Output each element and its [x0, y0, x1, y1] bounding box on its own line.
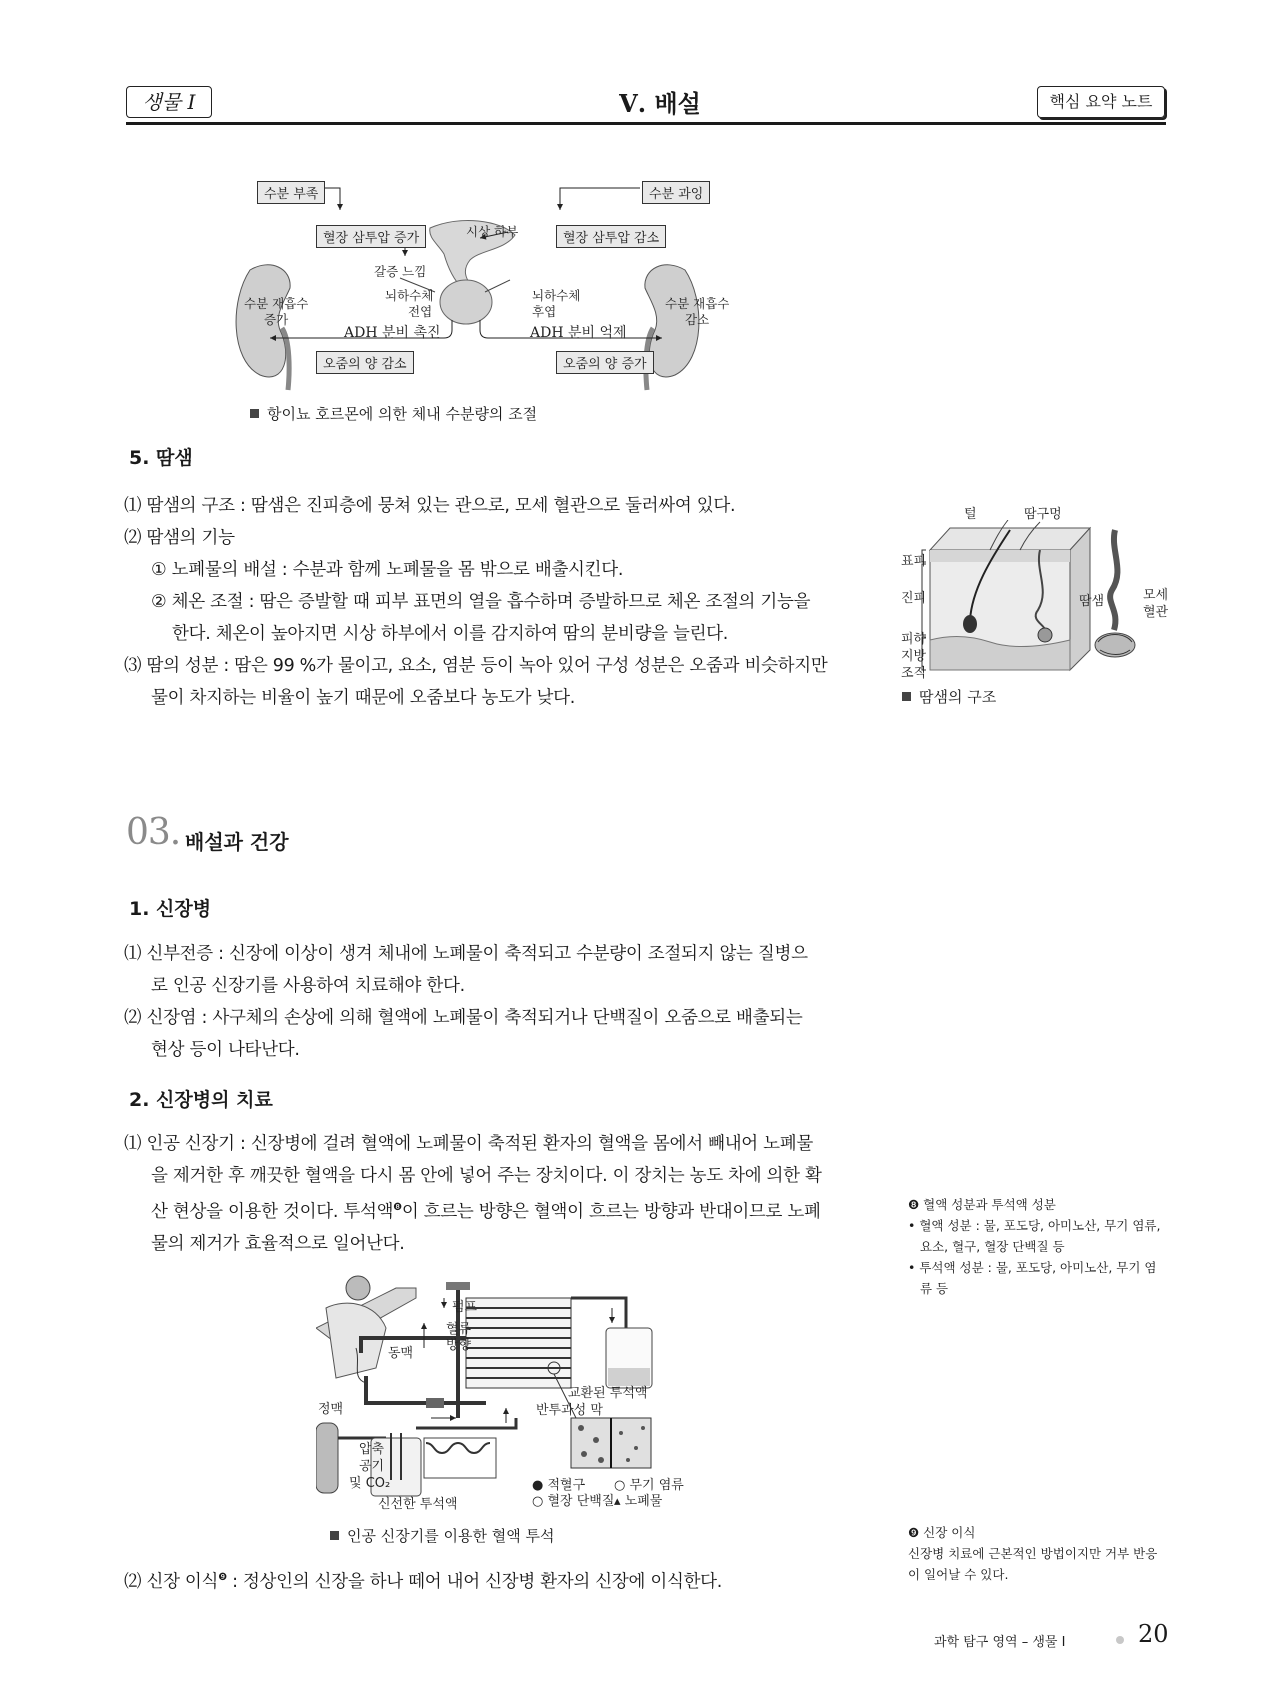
water-shortage-box: 수분 부족 [257, 181, 325, 204]
section5-p2b2: 한다. 체온이 높아지면 시상 하부에서 이를 감지하여 땀의 분비량을 늘린다. [172, 624, 729, 644]
compressed-label-3: 및 CO₂ [349, 1476, 391, 1491]
sidenote-8-l1: • 혈액 성분 : 물, 포도당, 아미노산, 무기 염류, [908, 1218, 1161, 1233]
subq-label-2: 지방 [901, 649, 927, 664]
section03-number: 03. [126, 812, 181, 853]
legend-rbc: ● 적혈구 [532, 1478, 586, 1493]
hypothalamus-label: 시상 하부 [466, 224, 519, 239]
epidermis-label: 표피 [901, 554, 927, 569]
artery-label: 동맥 [388, 1346, 414, 1361]
section5-p2a: ① 노폐물의 배설 : 수분과 함께 노폐물을 몸 밖으로 배출시킨다. [151, 560, 624, 580]
adh-caption: 항이뇨 호르몬에 의한 체내 수분량의 조절 [250, 403, 537, 424]
section5-p3b: 물이 차지하는 비율이 높기 때문에 오줌보다 농도가 낮다. [151, 688, 576, 708]
reabsorb-up-label-1: 수분 재흡수 [244, 296, 309, 311]
header-rule [126, 122, 1166, 125]
flow-label-2: 방향 [446, 1338, 472, 1353]
treatment-p1b: 을 제거한 후 깨끗한 혈액을 다시 몸 안에 넣어 주는 장치이다. 이 장치는 농도 차에 의한 확 [151, 1166, 822, 1186]
footnote-ref-8: ❽ [393, 1202, 402, 1213]
sidenote-8-l3: • 투석액 성분 : 물, 포도당, 아미노산, 무기 염 [908, 1260, 1157, 1275]
page-number: 20 [1138, 1620, 1169, 1648]
footer-text: 과학 탐구 영역 – 생물 Ⅰ [934, 1635, 1066, 1650]
sidenote-8-l2: 요소, 혈구, 혈장 단백질 등 [920, 1239, 1065, 1254]
subq-label-3: 조직 [901, 666, 927, 681]
adh-promote-label: ADH 분비 촉진 [344, 325, 441, 341]
legend-waste: ▴ 노폐물 [614, 1494, 663, 1509]
sidenote-9 [908, 1522, 1173, 1585]
treatment-title: 2. 신장병의 치료 [129, 1089, 273, 1111]
kidney-disease-p2b: 현상 등이 나타난다. [151, 1040, 300, 1060]
fresh-dialysate-label: 신선한 투석액 [378, 1497, 458, 1512]
legend-protein: ○ 혈장 단백질 [532, 1494, 615, 1509]
anterior-label-1: 뇌하수체 [385, 288, 434, 303]
kidney-disease-body [124, 938, 854, 1066]
urine-down-box: 오줌의 양 감소 [316, 351, 414, 374]
vein-label: 정맥 [318, 1402, 344, 1417]
compressed-label-2: 공기 [359, 1459, 385, 1474]
adh-inhibit-label: ADH 분비 억제 [530, 325, 627, 341]
reabsorb-up-label-2: 증가 [264, 312, 289, 327]
chapter-title: Ⅴ. 배설 [619, 89, 701, 118]
section03-title: 배설과 건강 [185, 830, 289, 854]
water-excess-box: 수분 과잉 [642, 181, 710, 204]
sweat-caption: 땀샘의 구조 [902, 686, 996, 707]
treatment-body [124, 1128, 854, 1260]
section5-p3: ⑶ 땀의 성분 : 땀은 99 %가 물이고, 요소, 염분 등이 녹아 있어 구성 성분은 오줌과 비슷하지만 [124, 656, 828, 676]
plasma-osm-up-box: 혈장 삼투압 증가 [316, 225, 426, 248]
kidney-disease-p1: ⑴ 신부전증 : 신장에 이상이 생겨 체내에 노폐물이 축적되고 수분량이 조절되지 않는 질병으 [124, 944, 808, 964]
legend-salt: ○ 무기 염류 [614, 1478, 684, 1493]
caption-bullet [902, 692, 911, 701]
sidenote-8-l4: 류 등 [920, 1281, 949, 1296]
subq-label-1: 피하 [901, 632, 927, 647]
note-tag: 핵심 요약 노트 [1037, 86, 1165, 118]
sidenote-9-l1: 신장병 치료에 근본적인 방법이지만 거부 반응 [908, 1546, 1158, 1561]
caption-bullet [250, 409, 259, 418]
urine-up-box: 오줌의 양 증가 [556, 351, 654, 374]
plasma-osm-down-box: 혈장 삼투압 감소 [556, 225, 666, 248]
kidney-disease-p2: ⑵ 신장염 : 사구체의 손상에 의해 혈액에 노폐물이 축적되거나 단백질이 오줌으로 배출되는 [124, 1008, 803, 1028]
pore-label: 땀구멍 [1024, 507, 1062, 522]
treatment-p1c: 산 현상을 이용한 것이다. 투석액$^❽$이 흐르는 방향은 혈액이 흐르는 방향과 반대이므로 노폐 [151, 1201, 821, 1222]
used-dialysate-label: 교환된 투석액 [568, 1386, 648, 1401]
section5-title: 5. 땀샘 [129, 447, 193, 469]
section5-p2: ⑵ 땀샘의 기능 [124, 528, 235, 548]
dialysis-caption: 인공 신장기를 이용한 혈액 투석 [330, 1525, 554, 1546]
thirst-label: 갈증 느낌 [374, 264, 427, 279]
section5-p2b: ② 체온 조절 : 땀은 증발할 때 피부 표면의 열을 흡수하며 증발하므로 체온 조절의 기능을 [151, 592, 811, 612]
capillary-label-1: 모세 [1143, 588, 1169, 603]
treatment-p1d: 물의 제거가 효율적으로 일어난다. [151, 1233, 405, 1254]
sidenote-9-l2: 이 일어날 수 있다. [908, 1567, 1009, 1582]
footer-dot [1116, 1636, 1124, 1644]
treatment-p1: ⑴ 인공 신장기 : 신장병에 걸려 혈액에 노폐물이 축적된 환자의 혈액을 몸에서 빼내어 노폐물 [124, 1134, 813, 1154]
hair-label: 털 [964, 507, 977, 522]
sidenote-9-title: ❾ 신장 이식 [908, 1525, 976, 1540]
section5-p1: ⑴ 땀샘의 구조 : 땀샘은 진피층에 뭉쳐 있는 관으로, 모세 혈관으로 둘러싸여 있다. [124, 496, 736, 516]
posterior-label-2: 후엽 [532, 304, 557, 319]
gland-label: 땀샘 [1079, 594, 1105, 609]
sidenote-8 [908, 1194, 1173, 1299]
kidney-disease-title: 1. 신장병 [129, 898, 212, 920]
section5-body [124, 490, 854, 714]
compressed-label-1: 압축 [359, 1442, 385, 1457]
sidenote-8-title: ❽ 혈액 성분과 투석액 성분 [908, 1197, 1056, 1212]
sweat-diagram-graphics [900, 520, 1170, 680]
pump-label: 펌프 [452, 1300, 478, 1315]
subject-tag: 생물 Ⅰ [126, 86, 212, 118]
treatment-p2: ⑵ 신장 이식$^❾$ : 정상인의 신장을 하나 떼어 내어 신장병 환자의 신장에 이식한다. [124, 1571, 723, 1592]
reabsorb-down-label-2: 감소 [685, 312, 710, 327]
dermis-label: 진피 [901, 591, 927, 606]
posterior-label-1: 뇌하수체 [532, 288, 581, 303]
anterior-label-2: 전엽 [408, 304, 433, 319]
membrane-label: 반투과성 막 [536, 1403, 603, 1418]
footnote-ref-9: ❾ [218, 1572, 227, 1583]
reabsorb-down-label-1: 수분 재흡수 [665, 296, 730, 311]
capillary-label-2: 혈관 [1143, 605, 1169, 620]
kidney-disease-p1b: 로 인공 신장기를 사용하여 치료해야 한다. [151, 976, 465, 996]
flow-label-1: 혈류 [446, 1322, 472, 1337]
caption-bullet [330, 1531, 339, 1540]
pituitary-shape [440, 280, 492, 324]
